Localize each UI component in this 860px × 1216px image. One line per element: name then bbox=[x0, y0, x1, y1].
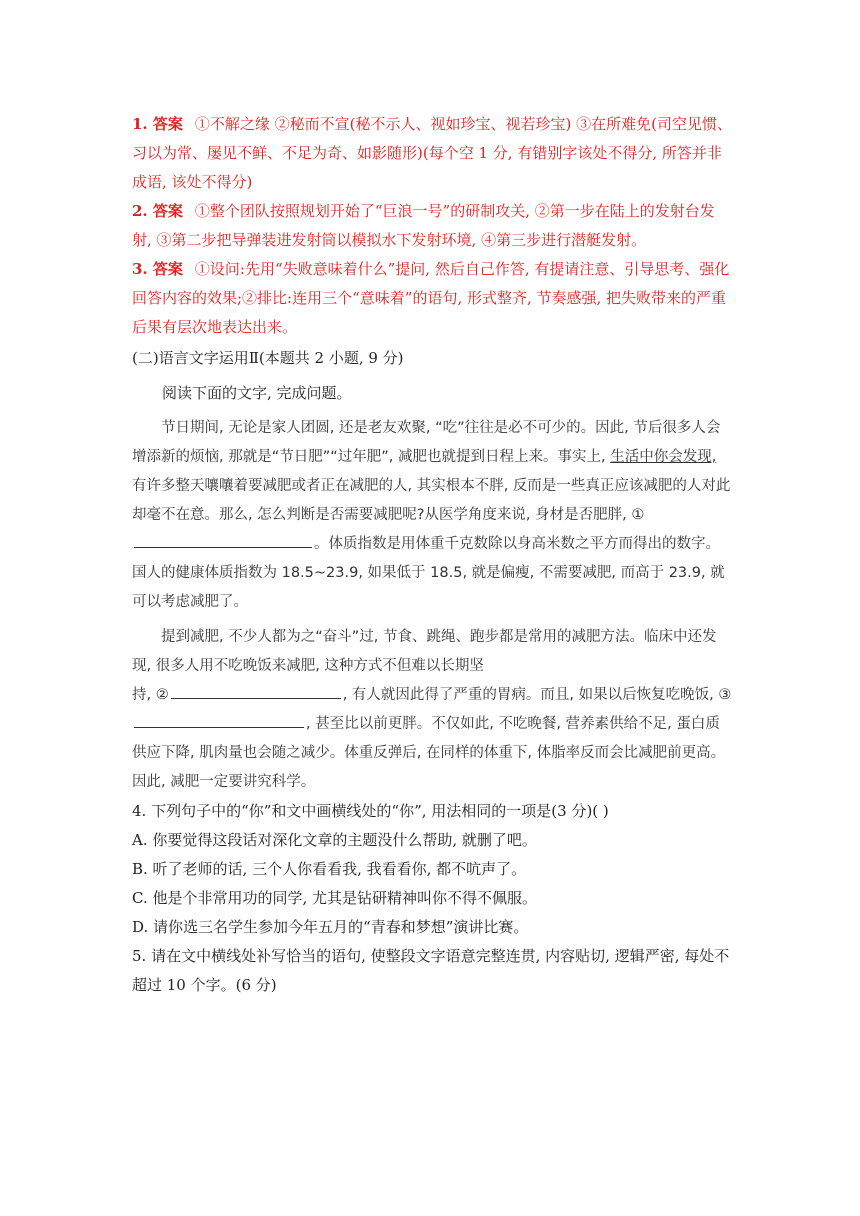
question-4-option-d: D. 请你选三名学生参加今年五月的“青春和梦想”演讲比赛。 bbox=[132, 918, 529, 936]
passage-paragraph-1 bbox=[132, 414, 732, 617]
answer-3-tag: 3. 答案 bbox=[132, 260, 183, 278]
question-4-option-c: C. 他是个非常用功的同学, 尤其是钻研精神叫你不得不佩服。 bbox=[132, 889, 538, 907]
blank-3[interactable] bbox=[134, 710, 304, 728]
question-4-stem: 4. 下列句子中的“你”和文中画横线处的“你”, 用法相同的一项是(3 分)( ) bbox=[132, 802, 609, 820]
answer-2-text: ①整个团队按照规划开始了“巨浪一号”的研制攻关, ②第一步在陆上的发射台发射, ③第二步把导弹装进发射筒以模拟水下发射环境, ④第三步进行潜艇发射。 bbox=[132, 202, 715, 249]
answer-2 bbox=[132, 197, 732, 255]
question-4-option-a: A. 你要觉得这段话对深化文章的主题没什么帮助, 就删了吧。 bbox=[132, 831, 537, 849]
blank-2[interactable] bbox=[171, 681, 341, 699]
passage-paragraph-2-cont bbox=[132, 681, 732, 797]
passage-p1-b: 有许多整天嚷嚷着要减肥或者正在减肥的人, 其实根本不胖, 反而是一些真正应该减肥的人对此却毫不在意。那么, 怎么判断是否需要减肥呢?从医学角度来说, 身材是否肥胖, ① bbox=[132, 478, 731, 523]
answer-2-tag: 2. 答案 bbox=[132, 202, 183, 220]
document-content bbox=[132, 110, 732, 1000]
answer-1 bbox=[132, 110, 732, 197]
question-4-option-b: B. 听了老师的话, 三个人你看看我, 我看看你, 都不吭声了。 bbox=[132, 860, 527, 878]
blank-1[interactable] bbox=[134, 530, 312, 548]
instruction: 阅读下面的文字, 完成问题。 bbox=[162, 384, 352, 402]
underlined-phrase: 生活中你会发现, bbox=[610, 449, 717, 465]
passage-p2-a: 提到减肥, 不少人都为之“奋斗”过, 节食、跳绳、跑步都是常用的减肥方法。临床中还发现, 很多人用不吃晚饭来减肥, 这种方式不但难以长期坚 bbox=[132, 629, 717, 674]
answer-3 bbox=[132, 255, 732, 342]
passage-paragraph-2 bbox=[132, 623, 732, 681]
passage-p1-a: 节日期间, 无论是家人团圆, 还是老友欢聚, “吃”往往是必不可少的。因此, 节后很多人会增添新的烦恼, 那就是“节日肥”“过年肥”, 减肥也就提到日程上来。事实上, bbox=[132, 420, 721, 465]
passage-p2-d: , 甚至比以前更胖。不仅如此, 不吃晚餐, 营养素供给不足, 蛋白质供应下降, 肌肉量也会随之减少。体重反弹后, 在同样的体重下, 体脂率反而会比减肥前更高。因此, 减肥一定要讲究科学。 bbox=[132, 716, 726, 790]
answer-1-tag: 1. 答案 bbox=[132, 115, 183, 133]
section-title: (二)语言文字运用Ⅱ(本题共 2 小题, 9 分) bbox=[132, 349, 404, 367]
answer-1-text: ①不解之缘 ②秘而不宣(秘不示人、视如珍宝、视若珍宝) ③在所难免(司空见惯、习以为常、屡见不鲜、不足为奇、如影随形)(每个空 1 分, 有错别字该处不得分, 所答并非成语, 该处不得分) bbox=[132, 115, 732, 191]
passage-p2-b: 持, ② bbox=[132, 687, 169, 703]
answer-3-text: ①设问:先用“失败意味着什么”提问, 然后自己作答, 有提请注意、引导思考、强化回答内容的效果;②排比:连用三个“意味着”的语句, 形式整齐, 节奏感强, 把失败带来的严重后果有层次地表达出来。 bbox=[132, 260, 730, 336]
passage-p2-c: , 有人就因此得了严重的胃病。而且, 如果以后恢复吃晚饭, ③ bbox=[342, 687, 732, 703]
passage-p1-c: 。体质指数是用体重千克数除以身高米数之平方而得出的数字。国人的健康体质指数为 18.5~23.9, 如果低于 18.5, 就是偏瘦, 不需要减肥, 而高于 23.9, 就可以考虑减肥了。 bbox=[132, 536, 725, 610]
question-5-stem: 5. 请在文中横线处补写恰当的语句, 使整段文字语意完整连贯, 内容贴切, 逻辑严密, 每处不超过 10 个字。(6 分) bbox=[132, 947, 730, 994]
